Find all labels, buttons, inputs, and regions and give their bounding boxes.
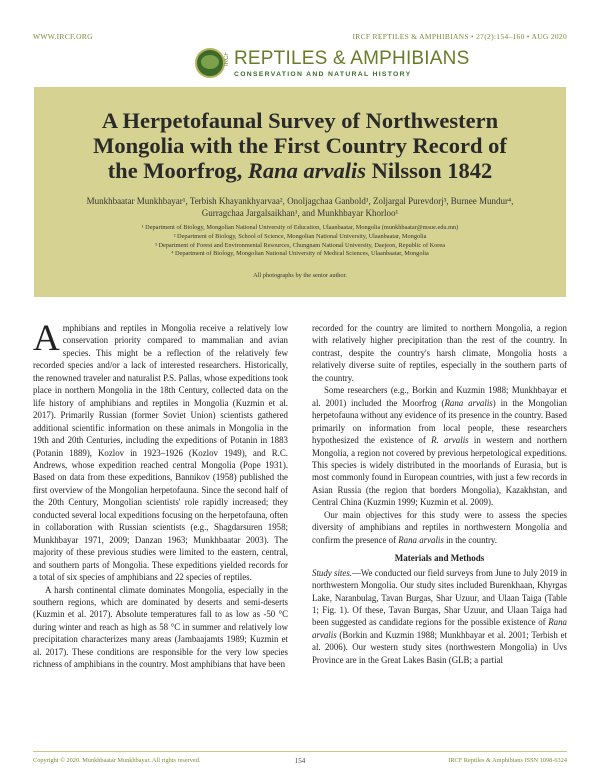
logo-title: REPTILES & AMPHIBIANS [234, 48, 470, 69]
body-paragraph: Study sites.—We conducted our field surveys from June to July 2019 in northwestern Mongolia. Our study sites included Burenkhaan, Khyrgas Lake, Naranbulag, Tavan Burgas, Shar Uzuur, and Ulaan Taiga (Table 1; Fig. 1). Of these, Tavan Burgas, Shar Uzuur, and Ulaan Taiga had been suggested as candidate regions for the possible existence of Rana arvalis (Borkin and Kuzmin 1988; Munkhbayar et al. 2001; Terbish et al. 2006). Our western study sites (northwestern Mongolia) in Uvs Province are in the Great Lakes Basin (GLB; a partial [312, 567, 567, 665]
body-paragraph: Our main objectives for this study were to assess the species diversity of amphibians and reptiles in northwestern Mongolia and confirm the presence of Rana arvalis in the country. [312, 509, 567, 545]
drop-cap: A [33, 318, 60, 359]
author-list: Munkhbaatar Munkhbayar¹, Terbish Khayankhyarvaa², Onoljagchaa Ganbold¹, Zoljargal Purevdorj³, Burnee Mundur⁴, Gurragchaa Jargalsaikhan¹, and Munkhbayar Khorloo¹ [86, 196, 514, 218]
journal-citation: IRCF REPTILES & AMPHIBIANS • 27(2):154–160 • AUG 2020 [352, 32, 567, 41]
copyright-notice: Copyright © 2020. Munkhbaatar Munkhbayar. All rights reserved. [33, 757, 201, 764]
journal-issn: IRCF Reptiles & Amphibians ISSN 1098-6324 [448, 757, 567, 764]
right-column [312, 322, 567, 666]
body-paragraph: recorded for the country are limited to northern Mongolia, a region with relatively higher precipitation than the rest of the country. In contrast, despite the country's harsh climate, Mongolia hosts a relatively diverse suite of reptiles, especially in the southern parts of the country. [312, 323, 567, 383]
page-number: 154 [294, 757, 306, 765]
article-title: A Herpetofaunal Survey of Northwestern Mongolia with the First Country Record of the Moorfrog, Rana arvalis Nilsson 1842 [93, 108, 507, 183]
journal-logo [0, 44, 600, 84]
logo-subtitle: CONSERVATION AND NATURAL HISTORY [234, 71, 412, 78]
affiliations: ¹ Department of Biology, Mongolian National University of Education, Ulaanbaatar, Mongolia (munkhbaatar@msue.edu.mn) ² Department of Biology, School of Science, Mongolian National University, Ulaanbaatar, Mongolia ³ Department of Forest and Environmental Resources, Chungnam National University, Daejeon, Republic of Korea ⁴ Department of Biology, Mongolian National University of Medical Sciences, Ulaanbaatar, Mongolia [141, 224, 459, 258]
section-heading: Materials and Methods [394, 553, 485, 564]
body-paragraph: Amphibians and reptiles in Mongolia receive a relatively low conservation priority compared to mammalian and avian species. This might be a reflection of the relatively few recorded species and/or a lack of interested researchers. Historically, the renowned traveler and naturalist P.S. Pallas, whose expeditions took place in northern Mongolia in the 18th Century, collected data on the life history of amphibians and reptiles in Mongolia (Kuzmin et al. 2017). Primarily Russian (former Soviet Union) scientists gathered additional scientific information on these animals in Mongolia in the 19th and 20th Centuries, including the expeditions of Potanin in 1883 (Potanin 1889), Kozlov in 1923–1926 (Kozlov 1949), and R.C. Andrews, whose expedition reached central Mongolia (Pope 1931). Based on data from these expeditions, Bannikov (1958) published the first overview of the Mongolian herpetofauna. Since the second half of the 20th Century, Mongolian scientists' role rapidly increased; they conducted several local expeditions focusing on the herpetofauna, often in collaboration with Russian scientists (e.g., Shagdarsuren 1958; Munkhbayar 1971, 2009; Danzan 1963; Munkhbaatar 2003). The majority of these previous studies were limited to the eastern, central, and southern parts of Mongolia. These expeditions yielded records for a total of six species of amphibians and 22 species of reptiles. [33, 318, 288, 583]
body-paragraph: A harsh continental climate dominates Mongolia, especially in the southern regions, which are dominated by deserts and semi-deserts (Kuzmin et al. 2017). Absolute temperatures fall to as low as -50 °C during winter and reach as high as 58 °C in summer and relatively low precipitation characterizes many areas (Jambaajamts 1989; Kuzmin et al. 2017). These conditions are responsible for the very low species richness of amphibians in the country. Most amphibians that have been [33, 584, 288, 670]
left-column [33, 318, 288, 671]
photo-credit: All photographs by the senior author. [253, 272, 347, 279]
lizard-logo-icon [195, 48, 225, 78]
journal-url: WWW.IRCF.ORG [33, 32, 93, 41]
footer-rule [33, 751, 567, 752]
logo-ircf-text: IRCF [224, 52, 230, 66]
body-paragraph: Some researchers (e.g., Borkin and Kuzmin 1988; Munkhbayar et al. 2001) included the Moorfrog (Rana arvalis) in the Mongolian herpetofauna without any evidence of its presence in the country. Based primarily on information from local people, these researchers hypothesized the existence of R. arvalis in western and northern Mongolia, a region not covered by previous herpetological expeditions. This species is widely distributed in the moorlands of Eurasia, but is most commonly found in European countries, with just a few records in Asian Russia (the region that borders Mongolia), Kazakhstan, and Central China (Kuzmin 1999; Kuzmin et al. 2009). [312, 385, 567, 508]
